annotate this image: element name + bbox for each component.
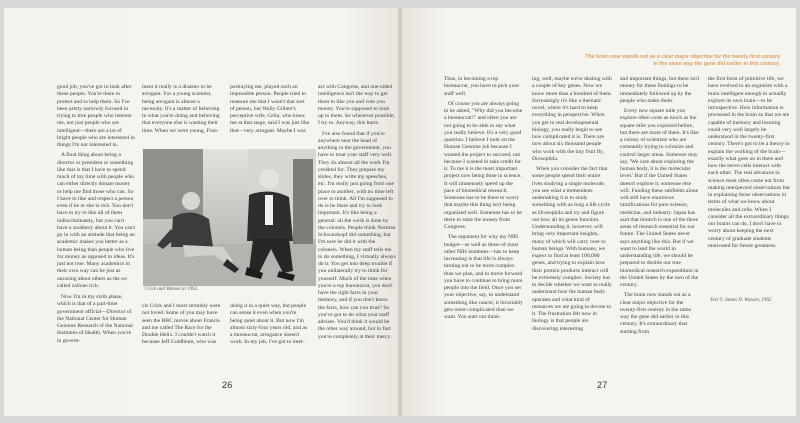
photo-illustration xyxy=(143,149,316,286)
pull-quote-line: The brain now stands out as a clear major objective for the twenty-first century xyxy=(585,54,780,60)
paragraph: Of course you are always going to be asked, "Why did you become a bureaucrat?" and often you are not going to be able to say what you really believe. It's a very good question. I believe I took on the Human Genome job because I wanted the project to succeed, not because I wanted to take credit for it. To me it is the most important project now being done in science. It will immensely speed up the pace of biomedical research. Someone has to be there to worry that maybe this thing isn't being organized well. Someone has to be there to raise the money from Congress. xyxy=(444,100,523,230)
paragraph: good job, you've got to look after these people. You're there to protect and to help them. So I've been pretty narrowly focused in trying to hire people who interest me, not just people who are intelligent—there are a lot of bright people who are interested in things I'm not interested in. xyxy=(57,84,135,148)
paragraph: Now I'm in my sixth phase, which is that of a part-time government official—Director of the National Center for Human Genome Research of the National Institutes of Health. When you're in govern- xyxy=(57,294,133,344)
book-spread xyxy=(4,8,796,416)
left-col3-top xyxy=(230,84,310,146)
paragraph: portraying me, played such an impossible person. People tried to reassure me that I wasn't that sort of person, but Wally Gilbert's perceptive wife, Celia, who knew me at that stage, said I was just like that—very arrogant. Maybe I was xyxy=(230,84,310,134)
left-col1-bottom xyxy=(57,294,136,374)
left-page xyxy=(4,8,398,416)
left-col2-top xyxy=(142,84,222,146)
paragraph: I've also found that if you're anywhere near the head of anything in the government, you have to treat your staff very well. They do almost all the work I'm credited for. They prepare my slides, they write my speeches, etc. I'm really just going from one place to another, with no time left over to think. All I'm supposed to do is be there and try to look important. It's like being a general: all the work is done by the colonels. People think Norman Schwarzkopf did something, but I'm sure he did it with the colonels. When my staff tells me to do something, I virtually always do it. You get into deep trouble if you unilaterally try to think for yourself. Much of the time when you're a top bureaucrat, you don't have the right facts in your memory, and if you don't know the facts, how can you trust? So you've got to do what your staff advises. You'd think it would be the other way around, but in fact you're completely at their mercy. xyxy=(318,130,396,340)
right-col1 xyxy=(444,76,524,376)
paragraph: the first form of primitive life, we have evolved to an organism with a brain intelligent enough to actually explore its own brain—to be introspective. How information is processed in the brain so that we are capable of memory and learning could very well largely be understood in the twenty-first century. There's got to be a theory to explain the working of the brain—exactly what goes on in there and how the nerve cells interact with each other. The real advances in science most often come not from making unexpected observations but in explaining those observations in terms of what we know about molecules and cells. When I consider all the extraordinary things our brains can do, I don't have to worry about keeping the next century of graduate students motivated for future greatness. xyxy=(708,76,790,249)
left-col1-top xyxy=(57,84,136,289)
paragraph: act with Congress, and one-sided intelligence isn't the way to get them to like you and vote you money. You're supposed to look up to them. So whenever possible, I try to. Anyway, this hurts. xyxy=(318,84,395,127)
paragraph: Every new square mile you explore often costs as much as the square mile you explored before, but there are more of them. It's like a colony of scientists who are constantly trying to colonize and control larger areas. Someone may say, 'We care about exploring the human body, it is the molecular level.' But if the United States doesn't explore it, someone else will. Funding these subfields alone will still have enormous ramifications for pure science, medicine, and industry. Japan has said that biotech is one of the three areas of research essential for our future. The United States never says anything like this. But if we want to lead the world in understanding life, we should be prepared to double our true biomedical research expenditure in the United States by the turn of the century. xyxy=(620,108,699,288)
crick-watson-photo xyxy=(143,149,316,286)
paragraph: and important things, but there isn't money for these findings to be immediately followed up by the people who make them. xyxy=(620,76,700,104)
paragraph: Thus, in becoming a top bureaucrat, you have to pick your staff well. xyxy=(444,76,520,97)
left-col4 xyxy=(318,84,396,374)
paragraph: ing, well, maybe we're dealing with a couple of key genes. Now we know more than a hundred of them. Increasingly it's like a thematic novel, where it's hard to keep everything in perspective. When you get to real developmental biology, you really begin to see how complicated it is. There are now about six thousand people who work with the tiny fruit fly, Drosophila. xyxy=(532,76,613,162)
left-col2-bottom xyxy=(142,303,222,373)
page-number: 27 xyxy=(597,380,608,390)
paragraph: doing it in a quiet way, but people can sense it even when you're being quiet about it. But now I'm almost sixty-four years old, and as a bureaucrat, arrogance doesn't work. In my job, I've got to inter- xyxy=(230,303,308,346)
right-page xyxy=(402,8,796,416)
paragraph: The brain now stands out as a clear major objective for the twenty-first century in the same way the gene did earlier in this century. It's extraordinary that starting from xyxy=(620,292,692,335)
photo-credit: Photo © 1992 Ken Regan xyxy=(302,204,306,237)
photo-caption: Crick and Watson in 1992. xyxy=(145,287,199,292)
right-col4 xyxy=(708,76,790,296)
paragraph: When you consider the fact that some people spend their entire lives studying a single molecule, you see what a tremendous undertaking it is to study something with as long a life cycle as Drosophila and try and figure out how all its genes function. Understanding it, however, will bring very important insights, many of which will carry over to human beings. With humans, we expect to find at least 100,000 genes, and trying to explain how their protein products interact will be extremely complex. Society has to decide whether we want to really understand how the human body operates and what kind of resources we are going to devote to it. The frustration felt now in biology is that people are discovering interesting xyxy=(532,166,612,332)
pull-quote xyxy=(500,54,780,68)
right-col2 xyxy=(532,76,612,376)
copyright-signature: Text © James D. Watson, 1992 xyxy=(710,298,772,303)
left-col3-bottom xyxy=(230,303,310,373)
page-number: 26 xyxy=(222,380,233,390)
paragraph: ment it really is a disaster to be arrogant. For a young scientist, being arrogant is almost a necessity. It's a matter of believing in what you're doing and believing that everyone else is wasting their time. When we were young, Fran- xyxy=(142,84,220,134)
right-col3 xyxy=(620,76,700,376)
paragraph: A final thing about being a director or president or something like that is that I have to spend much of my time with people who can either directly donate money or help me find those who can. So I have to like and respect a person even if he or she is rich. You don't have to try to like all of them indiscriminately, but you can't have a snobbery about it. You can't go in with an attitude that being an academic makes you better as a human being than people who live for money as opposed to ideas. It's just not true. Many academics in their own way can be just as uncaring about others as the so-called callous rich. xyxy=(57,152,136,289)
pull-quote-line: in the same way the gene did earlier in this century. xyxy=(653,61,780,68)
paragraph: The argument for why my NIH budget—as well as those of most other NIH institutes—has to keep increasing is that life is always turning out to be more complex than we plan, and to move forward you have to continue to bring more people into the field. Once you set your objective, say, to understand something like cancer, it invariably gets more complicated than we want. You start out think- xyxy=(444,234,523,320)
paragraph: cis Crick and I most certainly were not loved. Some of you may have seen the BBC movie about Francis and me called The Race for the Double Helix. I couldn't watch it because Jeff Goldblum, who was xyxy=(142,303,221,346)
